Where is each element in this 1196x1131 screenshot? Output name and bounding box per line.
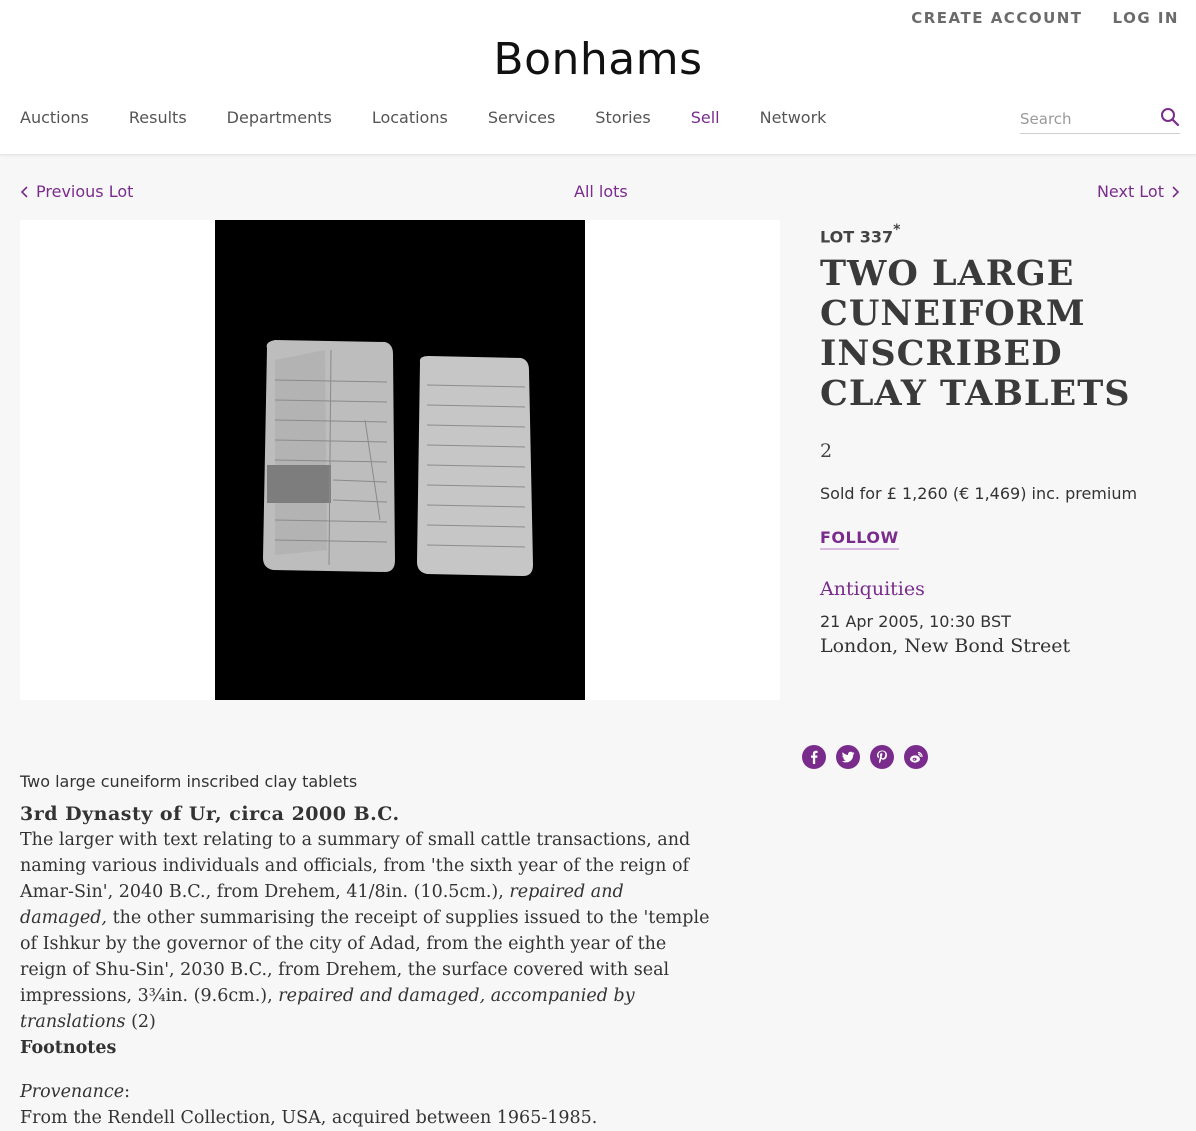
twitter-icon[interactable]: [836, 745, 860, 769]
next-lot-label: Next Lot: [1096, 182, 1164, 201]
nav-locations[interactable]: Locations: [371, 108, 448, 127]
nav-results[interactable]: Results: [128, 108, 187, 127]
site-header: [0, 0, 1196, 155]
lot-details: [820, 224, 1180, 657]
previous-lot-link[interactable]: [20, 182, 133, 201]
lot-image-panel[interactable]: [20, 220, 780, 700]
cuneiform-tablets-image: [215, 220, 585, 700]
log-in-link[interactable]: LOG IN: [1112, 9, 1179, 27]
description-heading: 3rd Dynasty of Ur, circa 2000 B.C.: [20, 803, 400, 825]
description-body-3: (2): [125, 1012, 156, 1032]
follow-button[interactable]: FOLLOW: [820, 528, 899, 550]
nav-network[interactable]: Network: [759, 108, 827, 127]
provenance-colon: :: [124, 1082, 130, 1102]
description-body-1: The larger with text relating to a summary of small cattle transactions, and naming various individuals and officials, from 'the sixth year of the reign of Amar-Sin', 2040 B.C., from Drehem, 41/8in. (10.5cm.),: [20, 830, 691, 902]
auction-date: 21 Apr 2005, 10:30 BST: [820, 612, 1011, 632]
lot-description: [20, 772, 710, 1131]
lot-number: [820, 224, 1180, 246]
footnotes-heading: Footnotes: [20, 1038, 117, 1058]
facebook-icon[interactable]: [802, 745, 826, 769]
auction-location: London, New Bond Street: [820, 635, 1071, 658]
lot-navigation: [20, 182, 1180, 206]
create-account-link[interactable]: CREATE ACCOUNT: [911, 9, 1083, 27]
description-body-2-italic: repaired and damaged, accompanied by translations: [20, 986, 635, 1032]
description-summary: Two large cuneiform inscribed clay tablets: [20, 772, 358, 791]
next-lot-link[interactable]: [1097, 182, 1180, 201]
chevron-left-icon: [20, 185, 30, 199]
provenance-text: From the Rendell Collection, USA, acquired between 1965-1985.: [20, 1108, 598, 1128]
social-share: [802, 745, 928, 769]
lot-title: TWO LARGE CUNEIFORM INSCRIBED CLAY TABLETS: [820, 253, 1131, 415]
lot-quantity: 2: [820, 440, 833, 463]
bonhams-logo[interactable]: Bonhams: [493, 34, 703, 85]
all-lots-link[interactable]: All lots: [574, 182, 628, 201]
nav-auctions[interactable]: Auctions: [20, 108, 89, 127]
search-input[interactable]: [1020, 106, 1156, 132]
main-nav: [20, 106, 866, 130]
account-links: [911, 9, 1179, 27]
sold-price: Sold for £ 1,260 (€ 1,469) inc. premium: [820, 484, 1138, 504]
nav-sell[interactable]: Sell: [690, 108, 720, 127]
description-body-1-italic: repaired and damaged,: [20, 882, 624, 928]
lot-number-mark: *: [893, 222, 901, 238]
provenance-label: Provenance: [20, 1082, 125, 1102]
weibo-icon[interactable]: [904, 745, 928, 769]
pinterest-icon[interactable]: [870, 745, 894, 769]
provenance-heading: [20, 1079, 710, 1105]
search-box: [1020, 104, 1180, 134]
lot-number-text: LOT 337: [820, 227, 894, 247]
department-link[interactable]: Antiquities: [820, 578, 925, 601]
chevron-right-icon: [1170, 185, 1180, 199]
search-icon[interactable]: [1160, 107, 1180, 127]
lot-photo[interactable]: [215, 220, 585, 700]
description-body: [20, 827, 710, 1035]
nav-departments[interactable]: Departments: [226, 108, 332, 127]
previous-lot-label: Previous Lot: [36, 182, 134, 201]
nav-stories[interactable]: Stories: [595, 108, 651, 127]
description-body-2: the other summarising the receipt of supplies issued to the 'temple of Ishkur by the governor of the city of Adad, from the eighth year of the reign of Shu-Sin', 2030 B.C., from Drehem, the surface covered with seal impressions, 3¾in. (9.6cm.),: [20, 908, 710, 1006]
nav-services[interactable]: Services: [487, 108, 556, 127]
